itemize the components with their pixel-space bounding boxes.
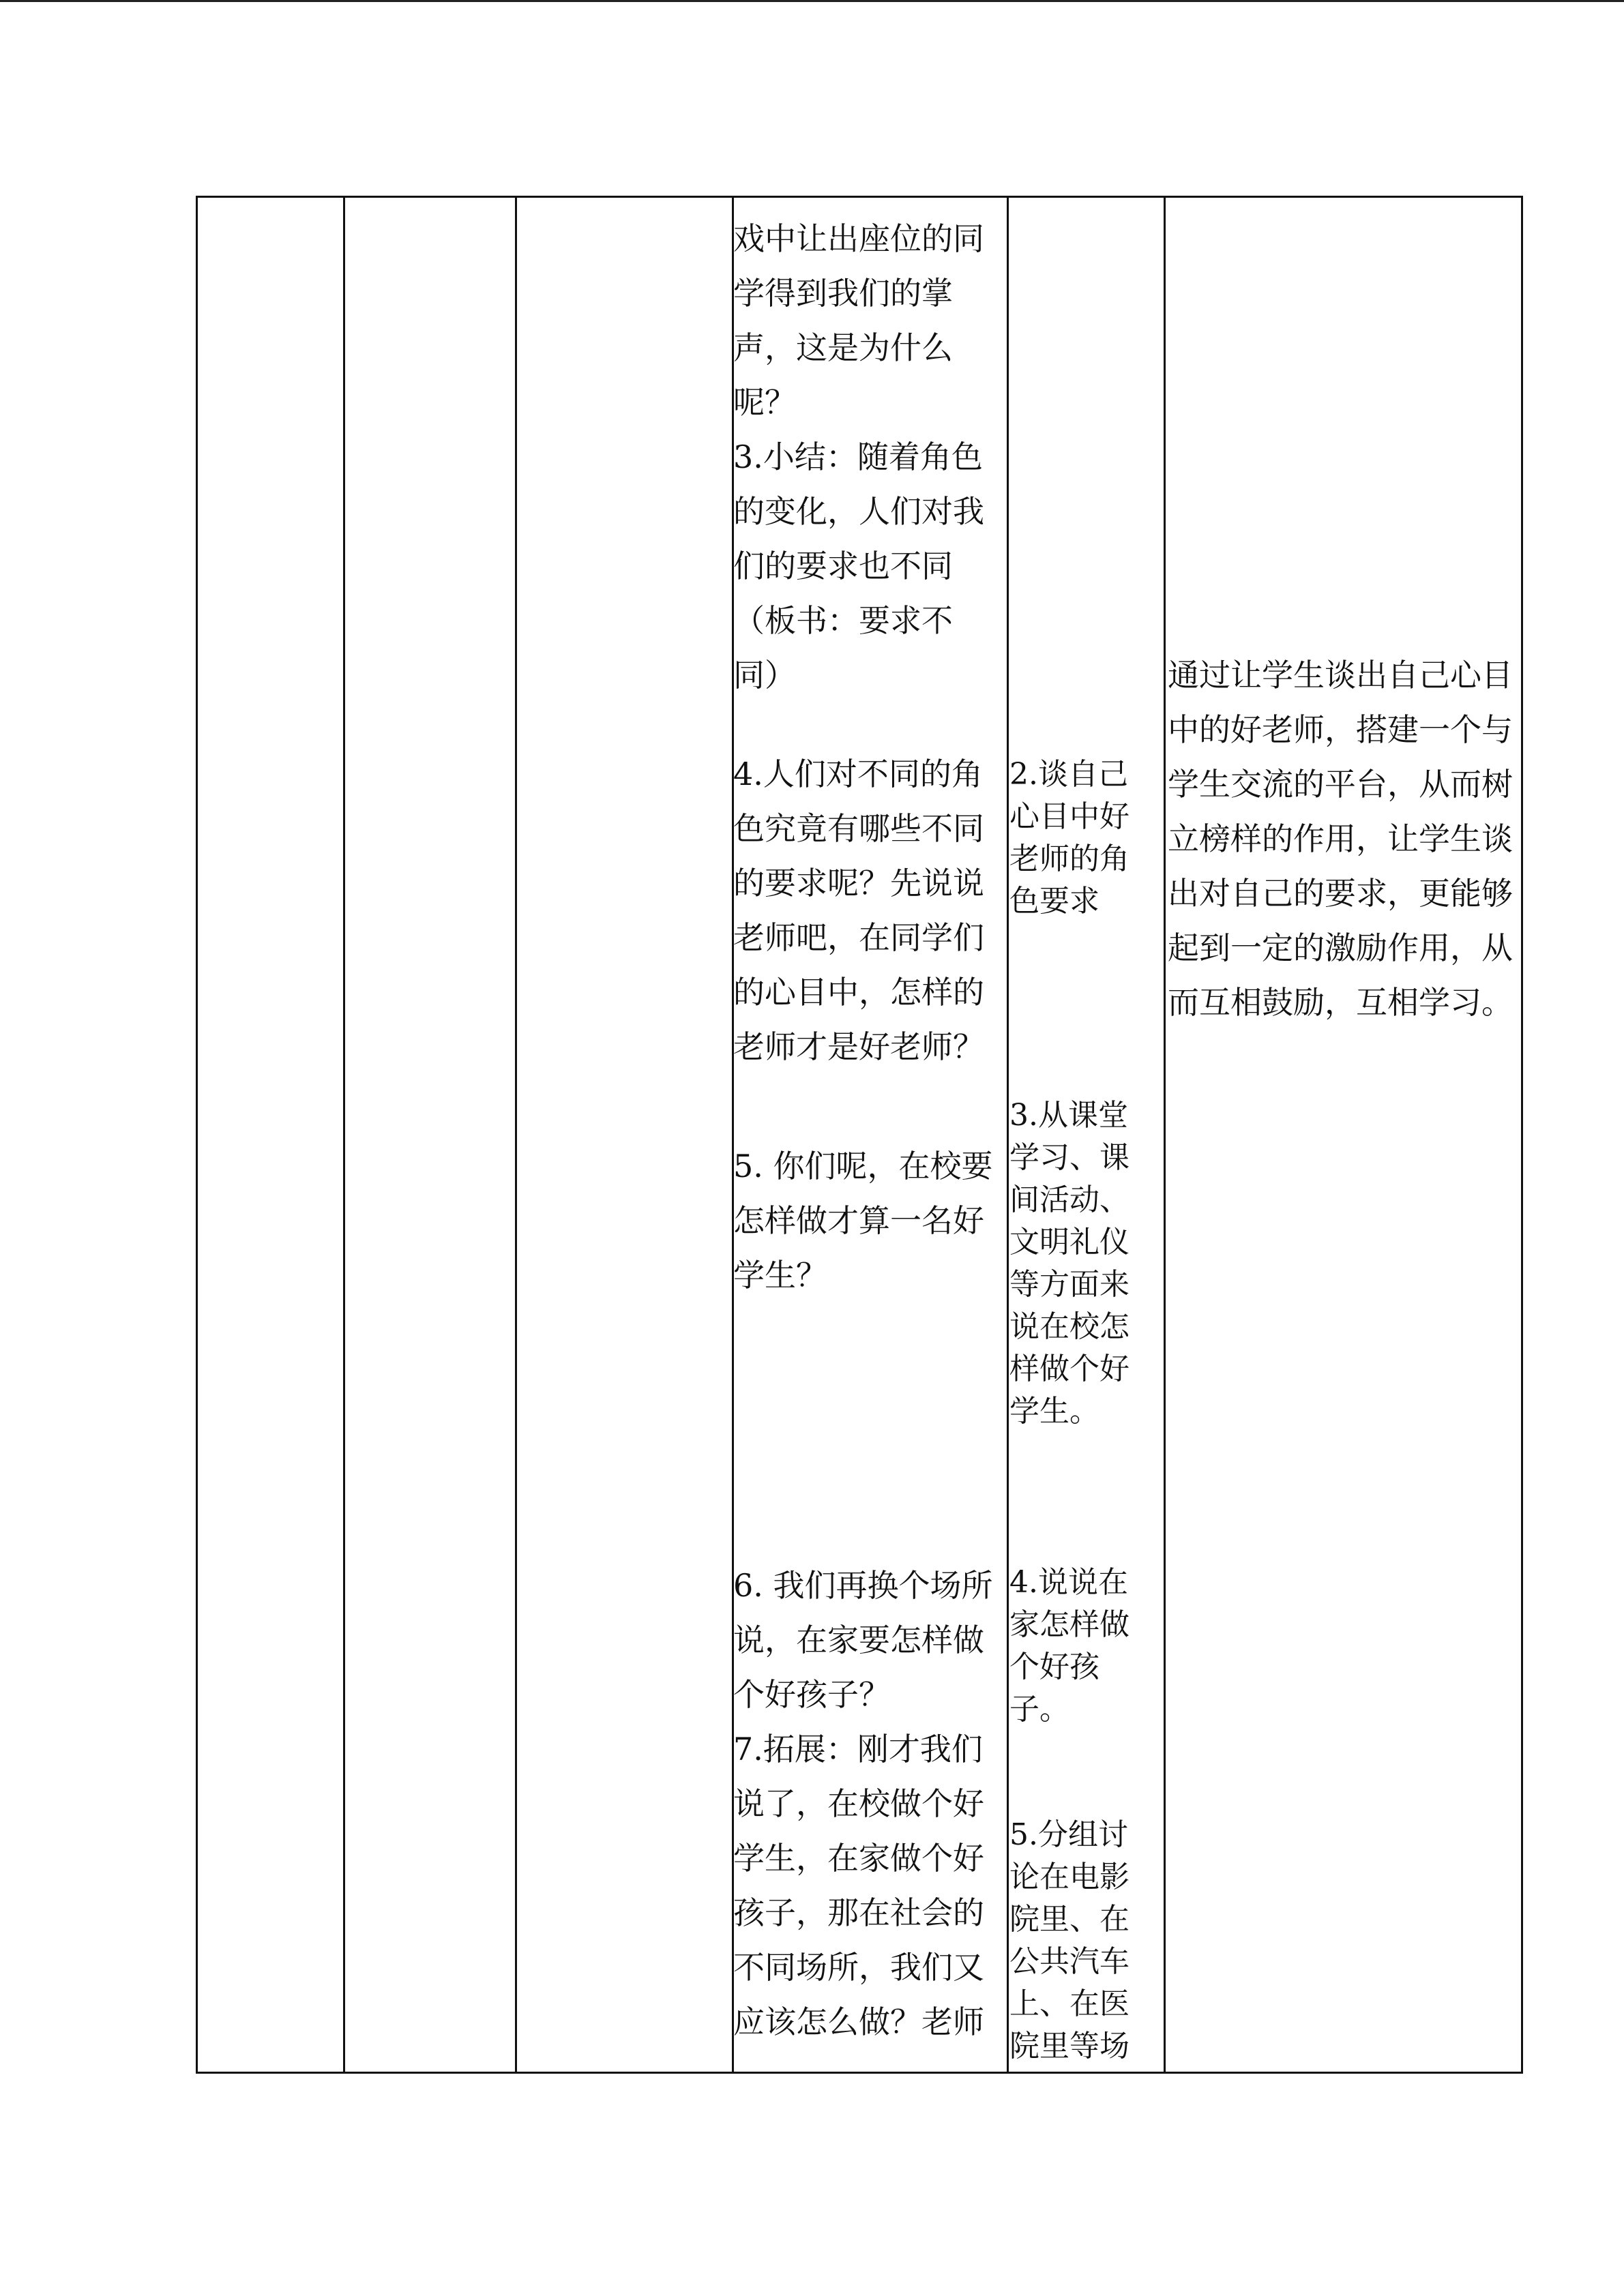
column-divider-1 (343, 198, 345, 2072)
teacher-activity-block-3: 4.人们对不同的角色究竟有哪些不同的要求呢？先说说老师吧，在同学们的心目中，怎样的老师才是好老师？ (733, 756, 984, 1065)
column-divider-2 (515, 198, 517, 2072)
page-top-rule (0, 0, 1624, 2)
column-divider-5 (1164, 198, 1166, 2072)
student-activity-item-2: 2.谈自己心目中好老师的角色要求 (1009, 757, 1130, 919)
teacher-activity-block-2: 3.小结：随着角色的变化，人们对我们的要求也不同（板书：要求不同） (733, 438, 984, 694)
teacher-activity-block-5: 6. 我们再换个场所说，在家要怎样做个好孩子？ (733, 1567, 993, 1713)
teacher-activity-block-1: 戏中让出座位的同学得到我们的掌声，这是为什么呢？ (733, 220, 984, 421)
student-activity-item-5: 5.分组讨论在电影院里、在公共汽车上、在医院里等场 (1009, 1817, 1130, 2063)
student-activity-item-4: 4.说说在家怎样做个好孩子。 (1009, 1565, 1130, 1727)
student-activity-item-3: 3.从课堂学习、课间活动、文明礼仪等方面来说在校怎样做个好学生。 (1009, 1098, 1130, 1429)
design-intent-text: 通过让学生谈出自己心目中的好老师，搭建一个与学生交流的平台，从而树立榜样的作用，让学生谈出对自己的要求，更能够起到一定的激励作用，从而互相鼓励，互相学习。 (1168, 657, 1513, 1021)
lesson-plan-table (196, 196, 1523, 2074)
teacher-activity-block-6: 7.拓展：刚才我们说了，在校做个好学生，在家做个好孩子，那在社会的不同场所，我们又应该怎么做？老师 (733, 1731, 984, 2040)
teacher-activity-block-4: 5. 你们呢，在校要怎样做才算一名好学生？ (733, 1148, 993, 1294)
column-divider-4 (1007, 198, 1009, 2072)
